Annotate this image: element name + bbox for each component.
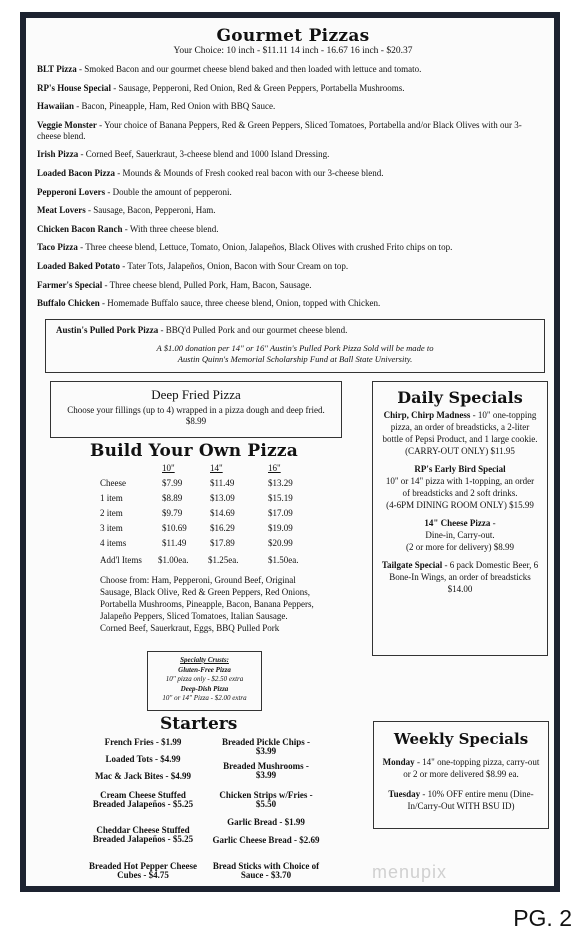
menu-item: BLT Pizza - Smoked Bacon and our gourmet cheese blend baked and then loaded with lettuce and tomato. (37, 64, 422, 74)
watermark: menupix (372, 862, 448, 882)
special-item: 14" Cheese Pizza - Dine-in, Carry-out. (2 or more for delivery) $8.99 (406, 518, 514, 552)
menu-item: Loaded Baked Potato - Tater Tots, Jalapeños, Onion, Bacon with Sour Cream on top. (37, 260, 349, 271)
starter-item: Breaded Hot Pepper Cheese Cubes - $4.75 (89, 861, 197, 880)
menu-item: Pepperoni Lovers - Double the amount of pepperoni. (37, 186, 232, 197)
starter-item: Loaded Tots - $4.99 (105, 754, 181, 764)
specialty-crusts-box: Specialty Crusts: Gluten-Free Pizza 10" pizza only - $2.50 extra Deep-Dish Pizza 10" or 14" Pizza - $2.00 extra (147, 651, 262, 711)
menu-item: Austin's Pulled Pork Pizza - BBQ'd Pulled Pork and our gourmet cheese blend. (56, 325, 348, 335)
starter-item: Garlic Cheese Bread - $2.69 (212, 835, 320, 845)
menu-item: Farmer's Special - Three cheese blend, Pulled Pork, Ham, Bacon, Sausage. (37, 279, 312, 290)
starter-item: Mac & Jack Bites - $4.99 (95, 771, 191, 781)
weekly-specials-title: Weekly Specials (393, 730, 529, 748)
menu-item: Loaded Bacon Pizza - Mounds & Mounds of Fresh cooked real bacon with our 3-cheese blend. (37, 167, 384, 178)
menu-item: Chicken Bacon Ranch - With three cheese blend. (37, 223, 219, 234)
weekly-specials-box (373, 721, 549, 829)
page-number: PG. 2 (513, 905, 572, 931)
deep-fried-desc: Choose your fillings (up to 4) wrapped in a pizza dough and deep fried. $8.99 (67, 405, 325, 426)
menu-item: Hawaiian - Bacon, Pineapple, Ham, Red Onion with BBQ Sauce. (37, 101, 276, 112)
toppings-list: Choose from: Ham, Pepperoni, Ground Beef, Original Sausage, Black Olive, Red & Green Peppers, Red Onions, Portabella Mushrooms, Pineapple, Bacon, Banana Peppers, Jalapeño Peppers, Sliced Tomatoes, Italian Sausage. Corned Beef, Sauerkraut, Eggs, BBQ Pulled Pork (100, 575, 314, 633)
starter-item: Breaded Mushrooms - $3.99 (223, 761, 309, 780)
gourmet-price-line: Your Choice: 10 inch - $11.11 14 inch - 16.67 16 inch - $20.37 (173, 46, 413, 56)
starters-title: Starters (160, 714, 238, 734)
deep-fried-title: Deep Fried Pizza (151, 387, 241, 402)
menu-item: Irish Pizza - Corned Beef, Sauerkraut, 3-cheese blend and 1000 Island Dressing. (37, 149, 330, 160)
starter-item: Garlic Bread - $1.99 (227, 817, 305, 827)
starter-item: French Fries - $1.99 (104, 737, 182, 747)
special-item: Tuesday - 10% OFF entire menu (Dine-In/Carry-Out WITH BSU ID) (388, 789, 534, 811)
starter-item: Cheddar Cheese Stuffed Breaded Jalapeños - $5.25 (92, 825, 194, 844)
special-item: RP's Early Bird Special 10" or 14" pizza with 1-topping, an order of breadsticks and 2 soft drinks. (4-6PM DINING ROOM ONLY) $15.99 (385, 464, 535, 510)
special-item: Tailgate Special - 6 pack Domestic Beer, 6 Bone-In Wings, an order of breadsticks $14.00 (381, 560, 539, 594)
menu-item: RP's House Special - Sausage, Pepperoni, Red Onion, Red & Green Peppers, Portabella Mushrooms. (37, 82, 405, 93)
starter-item: Bread Sticks with Choice of Sauce - $3.70 (212, 861, 320, 880)
byo-title: Build Your Own Pizza (90, 441, 298, 461)
daily-specials-title: Daily Specials (397, 388, 523, 407)
deep-fried-box (50, 381, 342, 438)
starter-item: Cream Cheese Stuffed Breaded Jalapeños - $5.25 (92, 790, 194, 809)
special-item: Monday - 14" one-topping pizza, carry-out or 2 or more delivered $8.99 ea. (382, 757, 540, 779)
menu-item: Veggie Monster - Your choice of Banana Peppers, Red & Green Peppers, Sliced Tomatoes, Portabella and/or Black Olives with our 3-cheese blend. (37, 119, 522, 141)
daily-specials-box (372, 381, 548, 656)
starter-item: Chicken Strips w/Fries - $5.50 (219, 790, 313, 809)
menu-item: Buffalo Chicken - Homemade Buffalo sauce, three cheese blend, Onion, topped with Chicken. (37, 298, 381, 309)
menu-item: Taco Pizza - Three cheese blend, Lettuce, Tomato, Onion, Jalapeños, Black Olives with crushed Frito chips on top. (37, 242, 453, 253)
austin-pulled-pork-box (45, 319, 545, 373)
gourmet-title: Gourmet Pizzas (216, 26, 370, 46)
donation-note: A $1.00 donation per 14" or 16" Austin's Pulled Pork Pizza Sold will be made to Austin Quinn's Memorial Scholarship Fund at Ball State University. (156, 343, 434, 364)
menu-item: Meat Lovers - Sausage, Bacon, Pepperoni, Ham. (37, 205, 216, 216)
starter-item: Breaded Pickle Chips - $3.99 (221, 737, 311, 756)
gourmet-list (37, 64, 543, 317)
special-item: Chirp, Chirp Madness - 10" one-topping pizza, an order of breadsticks, a 2-liter bottle of Pepsi Product, and 1 large cookie. (CARRY-OUT ONLY) $11.95 (382, 410, 538, 456)
